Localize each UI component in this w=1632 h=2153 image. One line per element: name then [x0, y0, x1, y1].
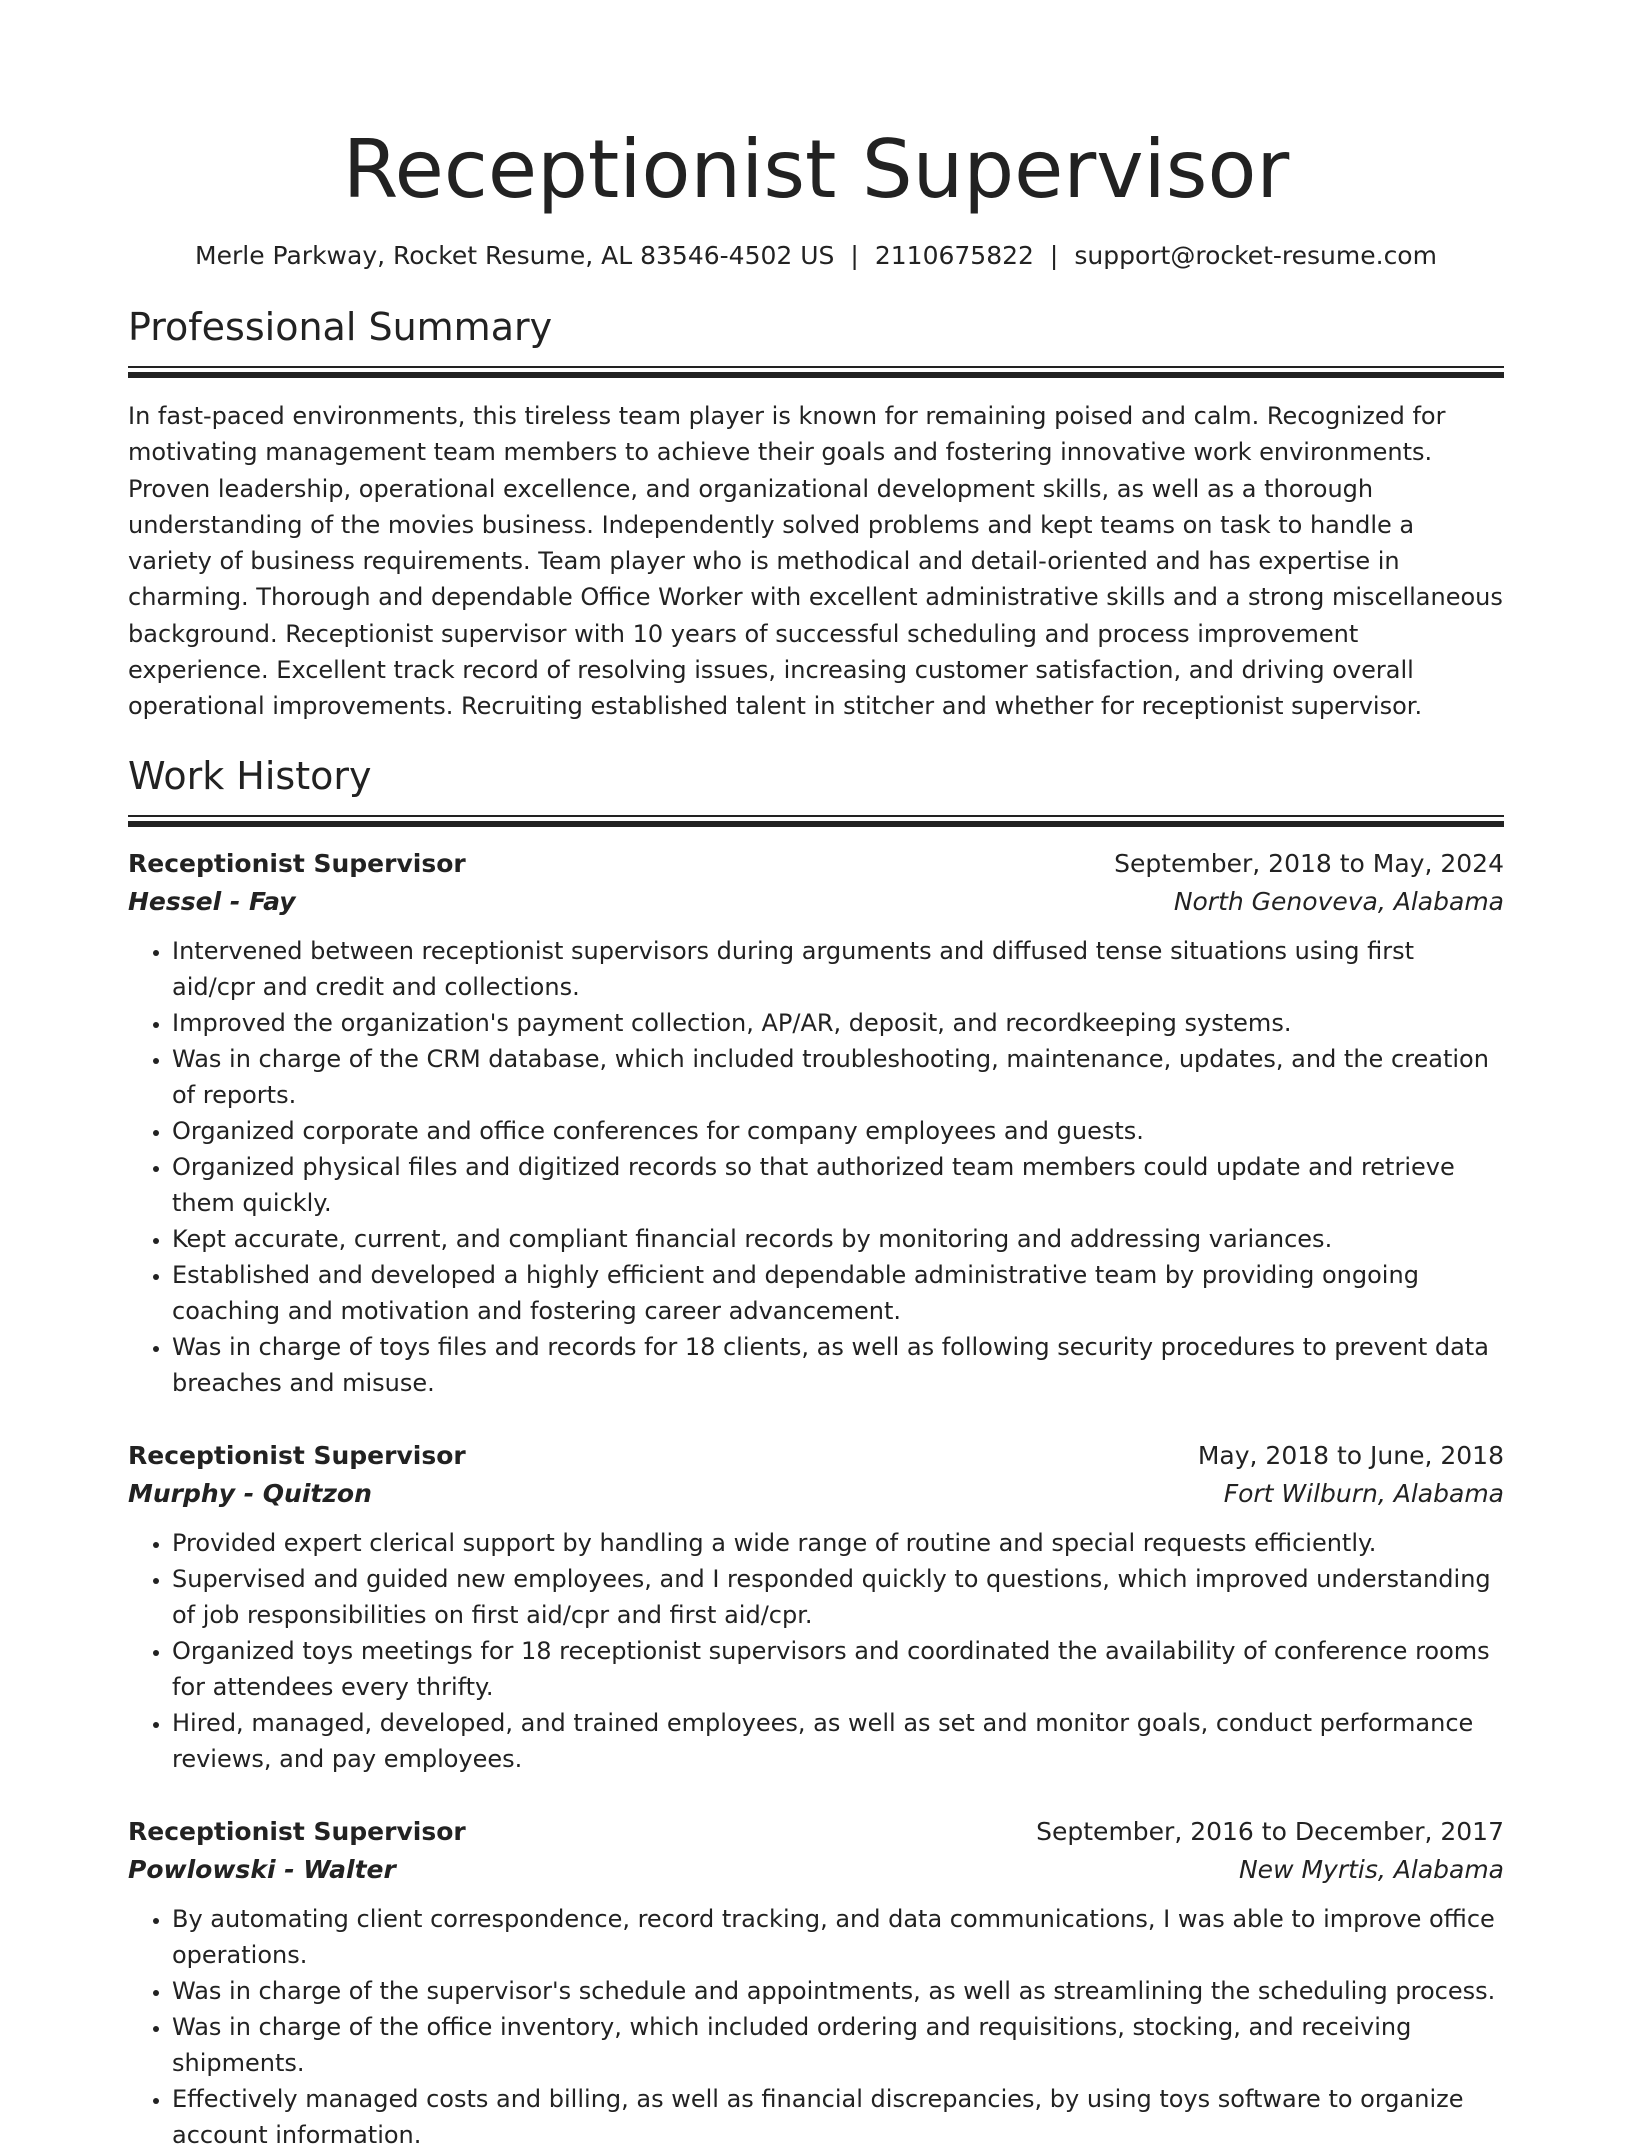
job-location: North Genoveva, Alabama	[1173, 886, 1504, 916]
job-dates: September, 2018 to May, 2024	[1114, 848, 1504, 878]
job-entry	[128, 1437, 1504, 1777]
resume-name: Receptionist Supervisor	[342, 123, 1290, 216]
job-bullet: • By automating client correspondence, record tracking, and data communications, I was able to improve office operations.	[172, 1901, 1504, 1973]
job-bullet: • Effectively managed costs and billing, as well as financial discrepancies, by using toys software to organize account information.	[172, 2081, 1504, 2153]
job-bullet: • Improved the organization's payment collection, AP/AR, deposit, and recordkeeping systems.	[172, 1005, 1504, 1041]
job-company: Hessel - Fay	[128, 886, 296, 916]
job-bullet: • Provided expert clerical support by handling a wide range of routine and special requests efficiently.	[172, 1525, 1504, 1561]
job-entry	[128, 845, 1504, 1401]
contact-address: Merle Parkway, Rocket Resume, AL 83546-4502 US	[195, 241, 835, 270]
contact-email: support@rocket-resume.com	[1074, 241, 1437, 270]
job-bullet: • Supervised and guided new employees, and I responded quickly to questions, which improved understanding of job responsibilities on first aid/cpr and first aid/cpr.	[172, 1561, 1504, 1633]
job-bullets	[128, 933, 1504, 1401]
job-bullet: • Was in charge of toys files and records for 18 clients, as well as following security procedures to prevent data breaches and misuse.	[172, 1329, 1504, 1401]
job-bullet: • Was in charge of the CRM database, which included troubleshooting, maintenance, updates, and the creation of reports.	[172, 1041, 1504, 1113]
summary-section	[128, 302, 1504, 725]
job-entry	[128, 1813, 1504, 2153]
job-company-row	[128, 883, 1504, 921]
job-title: Receptionist Supervisor	[128, 1440, 466, 1470]
job-bullet: • Organized toys meetings for 18 receptionist supervisors and coordinated the availability of conference rooms for attendees every thrifty.	[172, 1633, 1504, 1705]
work-history-heading: Work History	[128, 753, 372, 798]
job-header-row	[128, 1437, 1504, 1475]
resume-page	[128, 0, 1504, 2153]
job-title: Receptionist Supervisor	[128, 1816, 466, 1846]
contact-phone: 2110675822	[874, 241, 1034, 270]
job-bullets	[128, 1901, 1504, 2153]
job-title: Receptionist Supervisor	[128, 848, 466, 878]
job-bullet: • Organized physical files and digitized records so that authorized team members could update and retrieve them quickly.	[172, 1149, 1504, 1221]
job-bullet: • Organized corporate and office conferences for company employees and guests.	[172, 1113, 1504, 1149]
contact-line	[128, 240, 1504, 272]
contact-separator: |	[1049, 241, 1059, 270]
job-company: Murphy - Quitzon	[128, 1478, 372, 1508]
job-bullet: • Was in charge of the supervisor's schedule and appointments, as well as streamlining the scheduling process.	[172, 1973, 1504, 2009]
job-bullet: • Kept accurate, current, and compliant financial records by monitoring and addressing variances.	[172, 1221, 1504, 1257]
job-header-row	[128, 845, 1504, 883]
job-location: New Myrtis, Alabama	[1238, 1854, 1504, 1884]
section-divider	[128, 366, 1504, 378]
job-header-row	[128, 1813, 1504, 1851]
job-dates: May, 2018 to June, 2018	[1197, 1440, 1504, 1470]
job-dates: September, 2016 to December, 2017	[1036, 1816, 1504, 1846]
job-bullets	[128, 1525, 1504, 1777]
section-divider	[128, 815, 1504, 827]
summary-heading: Professional Summary	[128, 305, 553, 349]
job-bullet: • Established and developed a highly efficient and dependable administrative team by providing ongoing coaching and motivation and fostering career advancement.	[172, 1257, 1504, 1329]
job-company-row	[128, 1475, 1504, 1513]
job-location: Fort Wilburn, Alabama	[1223, 1478, 1504, 1508]
job-bullet: • Was in charge of the office inventory, which included ordering and requisitions, stocking, and receiving shipments.	[172, 2009, 1504, 2081]
job-bullet: • Intervened between receptionist supervisors during arguments and diffused tense situations using first aid/cpr and credit and collections.	[172, 933, 1504, 1005]
summary-text: In fast-paced environments, this tireless team player is known for remaining poised and calm. Recognized for motivating management team members to achieve their goals and fostering innovative work environments. Proven leadership, operational excellence, and organizational development skills, as well as a thorough understanding of the movies business. Independently solved problems and kept teams on task to handle a variety of business requirements. Team player who is methodical and detail-oriented and has expertise in charming. Thorough and dependable Office Worker with excellent administrative skills and a strong miscellaneous background. Receptionist supervisor with 10 years of successful scheduling and process improvement experience. Excellent track record of resolving issues, increasing customer satisfaction, and driving overall operational improvements. Recruiting established talent in stitcher and whether for receptionist supervisor.	[128, 402, 1503, 721]
job-bullet: • Hired, managed, developed, and trained employees, as well as set and monitor goals, conduct performance reviews, and pay employees.	[172, 1705, 1504, 1777]
job-company: Powlowski - Walter	[128, 1854, 396, 1884]
contact-separator: |	[850, 241, 859, 270]
job-company-row	[128, 1851, 1504, 1889]
work-history-section	[128, 751, 1504, 2153]
